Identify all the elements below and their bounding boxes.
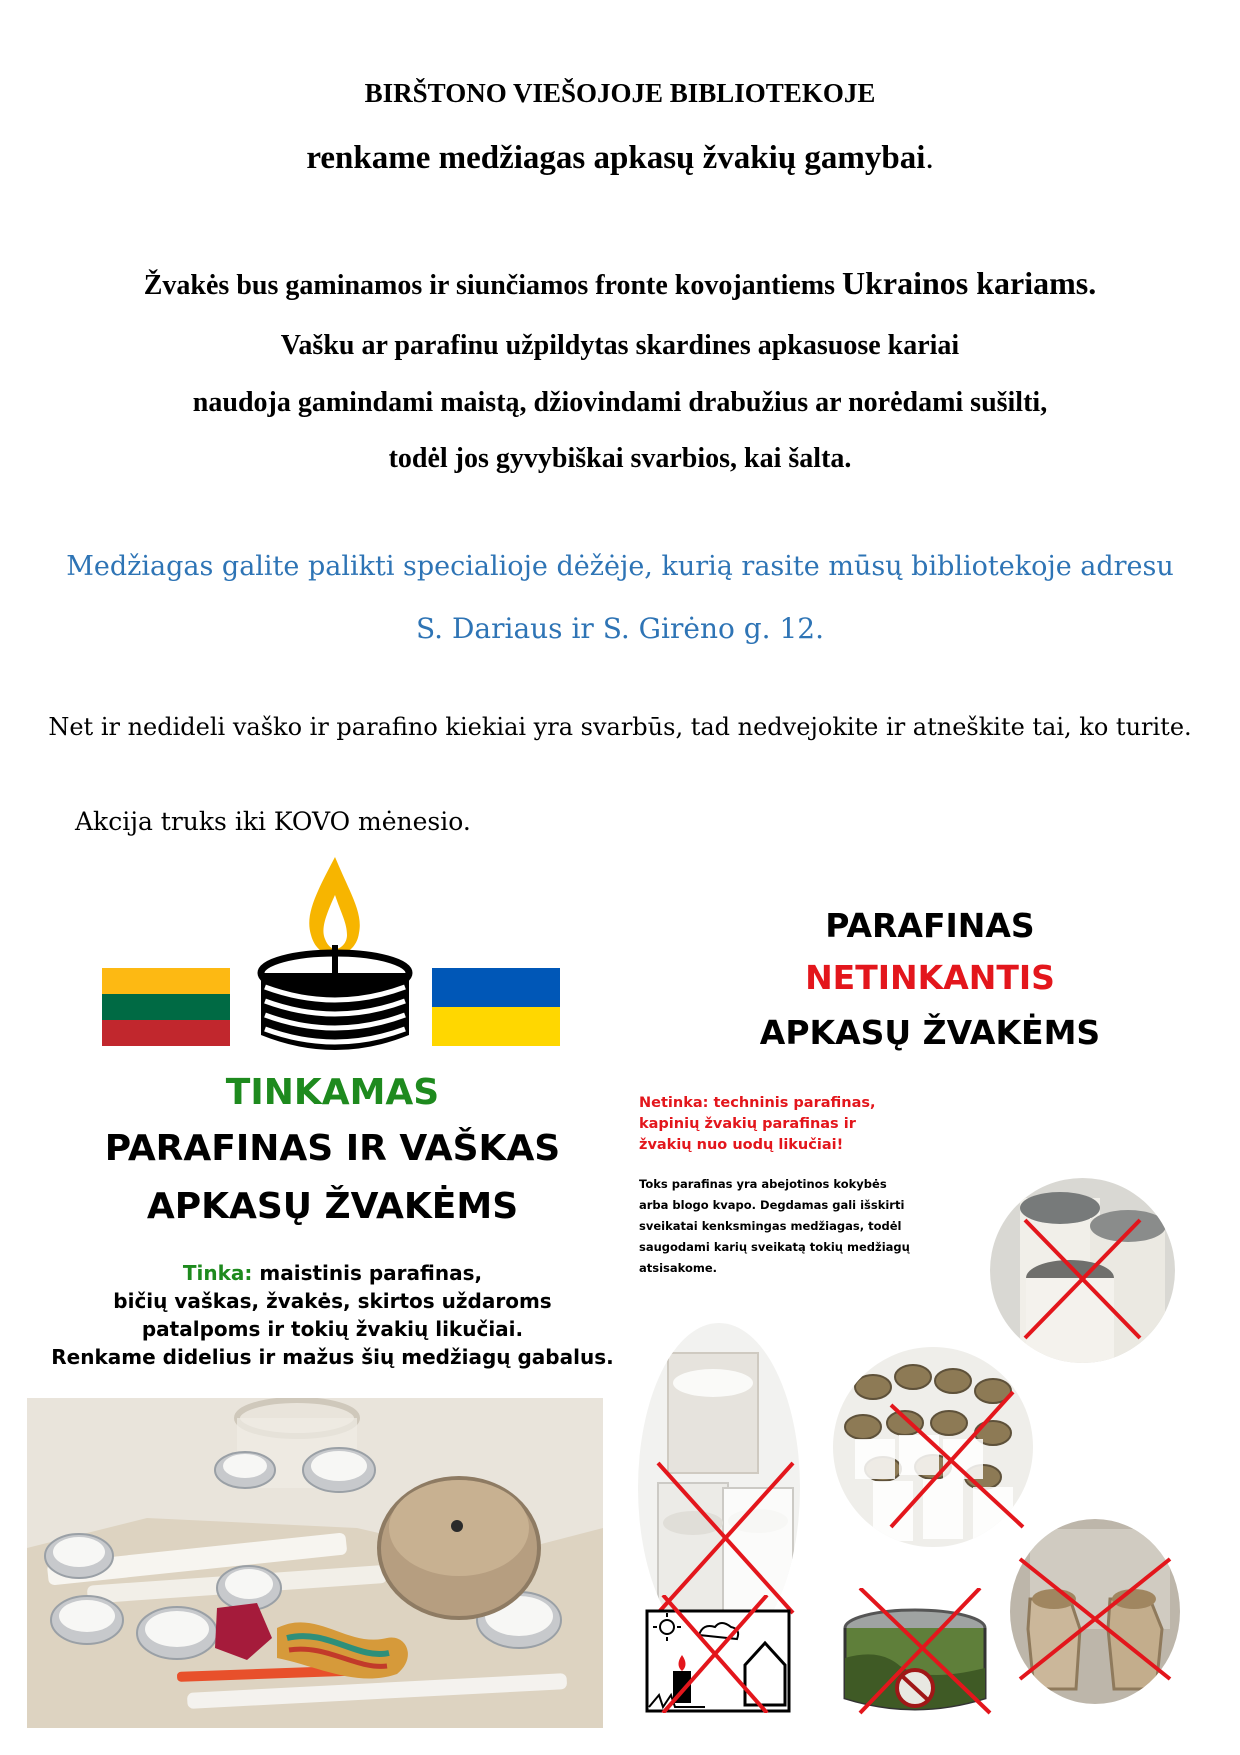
intro-line-1 — [0, 265, 1240, 302]
tinka-line-4: Renkame didelius ir mažus šių medžiagų gabalus. — [51, 1345, 614, 1369]
tinka-label: Tinka: — [182, 1261, 253, 1285]
intro-line-2: Vašku ar parafinu užpildytas skardines apkasuose kariai — [280, 330, 960, 361]
netinka-line-3: žvakių nuo uodų likučiai! — [639, 1137, 844, 1153]
header-line-2-dot: . — [925, 140, 934, 176]
duration-text: Akcija truks iki KOVO mėnesio. — [75, 807, 471, 836]
left-title-line-3: APKASŲ ŽVAKĖMS — [146, 1186, 519, 1227]
intro-line-3: naudoja gamindami maistą, džiovindami drabužius ar norėdami sušilti, — [192, 387, 1048, 418]
tinka-line-2: bičių vaškas, žvakės, skirtos uždaroms — [113, 1289, 552, 1313]
cemetery-candles-photo-1 — [990, 1178, 1175, 1363]
netinka-line-1: Netinka: techninis parafinas, — [639, 1095, 876, 1111]
intro-line-1b: Ukrainos kariams. — [842, 265, 1097, 301]
location-line-1: Medžiagas galite palikti specialioje dėžėje, kurią rasite mūsų bibliotekoje adresu — [66, 551, 1174, 582]
trench-candle-icon — [255, 855, 415, 1053]
note-text: Net ir nedideli vaško ir parafino kiekiai yra svarbūs, tad nedvejokite ir atneškite tai, ko turite. — [48, 713, 1192, 741]
tinka-line-3: patalpoms ir tokių žvakių likučiai. — [141, 1317, 524, 1341]
intro-line-1a: Žvakės bus gaminamos ir siunčiamos fronte kovojantiems — [143, 270, 842, 301]
header-line-1: BIRŠTONO VIEŠOJOJE BIBLIOTEKOJE — [364, 78, 876, 108]
left-title-tinkamas: TINKAMAS — [225, 1072, 440, 1113]
tinka-block — [30, 1259, 635, 1371]
desc-line-2: arba blogo kvapo. Degdamas gali išskirti — [639, 1198, 905, 1212]
header-line-2 — [0, 140, 1240, 177]
netinka-line-2: kapinių žvakių parafinas ir — [639, 1116, 856, 1132]
right-title-line-1: PARAFINAS — [825, 906, 1035, 945]
grave-lanterns-photo — [1010, 1519, 1180, 1704]
desc-line-3: sveikatai kenksmingas medžiagas, todėl — [639, 1219, 902, 1233]
left-title-line-2: PARAFINAS IR VAŠKAS — [104, 1128, 561, 1169]
ukraine-flag — [432, 968, 560, 1046]
tinka-line-1-text: maistinis parafinas, — [252, 1261, 483, 1285]
lithuania-flag — [102, 968, 230, 1046]
desc-line-4: saugodami karių sveikatą tokių medžiagų — [639, 1240, 910, 1254]
location-line-2: S. Dariaus ir S. Girėno g. 12. — [415, 612, 824, 645]
desc-block — [639, 1174, 910, 1279]
candle-leftovers-photo — [27, 1398, 603, 1728]
netinka-block — [639, 1093, 876, 1156]
indoor-candle-pictogram — [645, 1595, 793, 1713]
mosquito-candle-can — [830, 1588, 1000, 1718]
header-line-2-text: renkame medžiagas apkasų žvakių gamybai — [306, 140, 926, 176]
intro-line-4: todėl jos gyvybiškai svarbios, kai šalta. — [388, 443, 852, 474]
desc-line-1: Toks parafinas yra abejotinos kokybės — [639, 1177, 887, 1191]
right-title-netinkantis: NETINKANTIS — [805, 958, 1055, 997]
tinka-line-1 — [30, 1259, 635, 1287]
right-title-line-3: APKASŲ ŽVAKĖMS — [759, 1013, 1101, 1052]
desc-line-5: atsisakome. — [639, 1261, 718, 1275]
grave-candles-gold-lids-photo — [833, 1347, 1033, 1547]
